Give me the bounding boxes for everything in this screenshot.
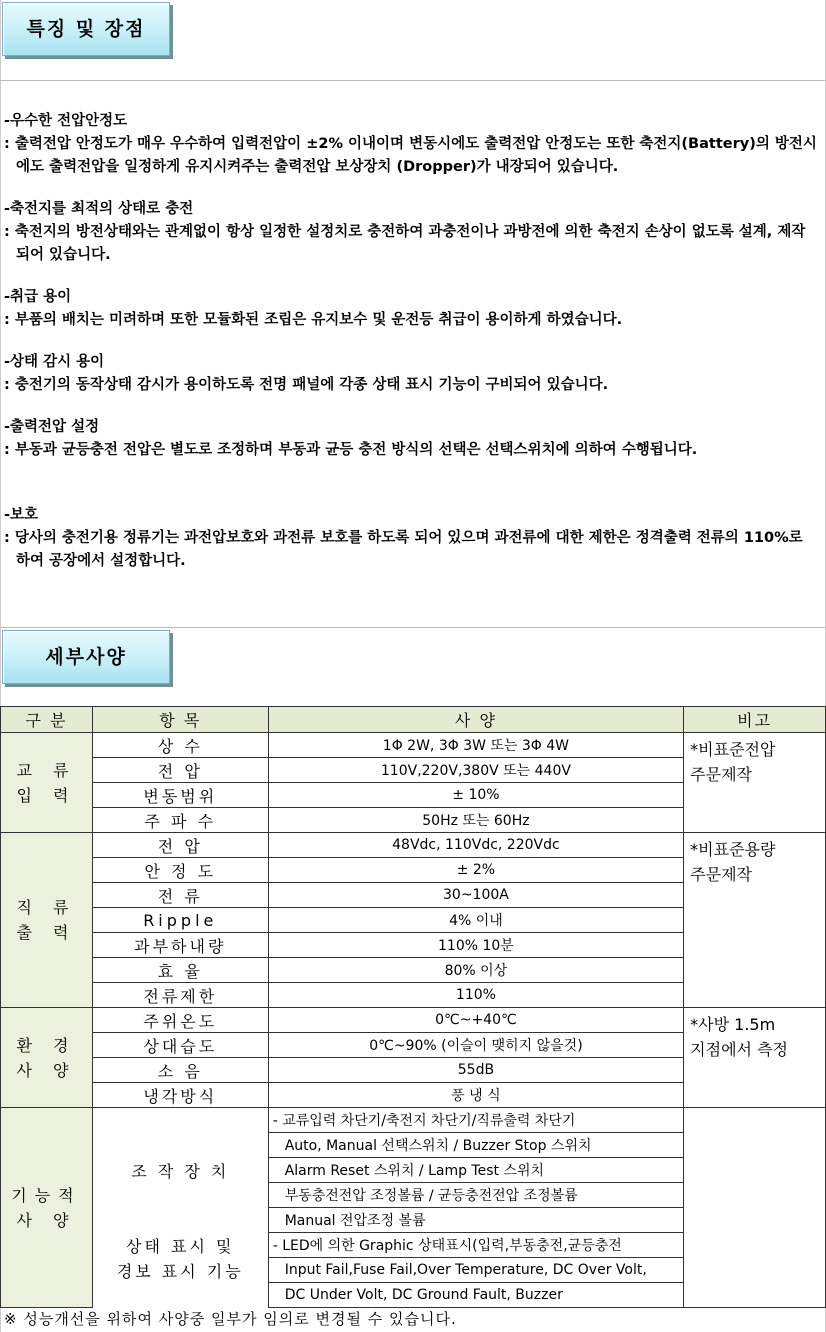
feature-heading: -상태 감시 용이 (4, 354, 105, 370)
spec-value: ± 10% (268, 783, 683, 808)
spec-item: 상대습도 (92, 1033, 268, 1058)
spec-value: - LED에 의한 Graphic 상태표시(입력,부동충전,균등충전 (268, 1233, 683, 1258)
spec-item: 주 파 수 (92, 808, 268, 833)
feature-body: : 축전지의 방전상태와는 관계없이 항상 일정한 설정치로 충전하여 과충전이나 과방전에 의한 축전지 손상이 없도록 설계, 제작되어 있습니다. (4, 224, 806, 263)
header-item: 항 목 (92, 707, 268, 733)
group-name: 교 류 입 력 (1, 733, 93, 833)
spec-value: 110V,220V,380V 또는 440V (268, 758, 683, 783)
feature-item (4, 198, 818, 286)
table-header-row (1, 707, 826, 733)
spec-item: 소 음 (92, 1058, 268, 1083)
features-section-title: 특징 및 장점 (2, 2, 170, 56)
spec-value: 80% 이상 (268, 958, 683, 983)
table-row (1, 1108, 826, 1133)
spec-item: 상태 표시 및 (92, 1233, 268, 1258)
table-row (1, 1008, 826, 1033)
feature-body: : 출력전압 안정도가 매우 우수하여 입력전압이 ±2% 이내이며 변동시에도 출력전압 안정도는 또한 축전지(Battery)의 방전시에도 출력전압을 일정하게 유지시켜주는 출력전압 보상장치 (Dropper)가 내장되어 있습니다. (4, 136, 817, 175)
group-name: 환 경 사 양 (1, 1008, 93, 1108)
features-list (4, 110, 818, 573)
spec-item: 조 작 장 치 (92, 1158, 268, 1183)
spec-item (92, 1208, 268, 1233)
spec-item: 효 율 (92, 958, 268, 983)
spec-item: 경보 표시 기능 (92, 1258, 268, 1283)
table-row (1, 833, 826, 858)
spec-value: 4% 이내 (268, 908, 683, 933)
spec-item: 전 압 (92, 833, 268, 858)
divider (0, 80, 826, 81)
feature-item (4, 504, 818, 573)
group-name: 직 류 출 력 (1, 833, 93, 1008)
spec-value: 110% (268, 983, 683, 1008)
spec-item: 전류제한 (92, 983, 268, 1008)
table-row (1, 733, 826, 758)
spec-item: 냉각방식 (92, 1083, 268, 1108)
footer-note: ※ 성능개선을 위하여 사양중 일부가 임의로 변경될 수 있습니다. (4, 1310, 457, 1328)
spec-item (92, 1183, 268, 1208)
spec-note: *사방 1.5m 지점에서 측정 (684, 1008, 826, 1108)
spec-table (0, 706, 826, 1308)
header-spec: 사 양 (268, 707, 683, 733)
spec-value: Auto, Manual 선택스위치 / Buzzer Stop 스위치 (268, 1133, 683, 1158)
spec-value: DC Under Volt, DC Ground Fault, Buzzer (268, 1283, 683, 1308)
feature-body: : 부동과 균등충전 전압은 별도로 조정하며 부동과 균등 충전 방식의 선택은 선택스위치에 의하여 수행됩니다. (4, 442, 698, 458)
feature-heading: -출력전압 설정 (4, 419, 100, 435)
header-note: 비고 (684, 707, 826, 733)
feature-heading: -보호 (4, 507, 39, 523)
spec-note (684, 1108, 826, 1308)
feature-heading: -취급 용이 (4, 289, 72, 305)
spec-note: *비표준용량 주문제작 (684, 833, 826, 1008)
spec-item: 전 압 (92, 758, 268, 783)
spec-value: 부동충전전압 조정볼륨 / 균등충전전압 조정볼륨 (268, 1183, 683, 1208)
divider (0, 627, 826, 628)
spec-note: *비표준전압 주문제작 (684, 733, 826, 833)
spec-value: 30~100A (268, 883, 683, 908)
spec-value: Manual 전압조정 볼륨 (268, 1208, 683, 1233)
spec-item: Ripple (92, 908, 268, 933)
spec-value: 0℃~+40℃ (268, 1008, 683, 1033)
spec-value: - 교류입력 차단기/축전지 차단기/직류출력 차단기 (268, 1108, 683, 1133)
spec-item: 과부하내량 (92, 933, 268, 958)
spec-value: 50Hz 또는 60Hz (268, 808, 683, 833)
feature-item (4, 110, 818, 198)
spec-item: 안 정 도 (92, 858, 268, 883)
spec-value: 풍 냉 식 (268, 1083, 683, 1108)
spec-item (92, 1108, 268, 1133)
spec-value: Alarm Reset 스위치 / Lamp Test 스위치 (268, 1158, 683, 1183)
feature-item (4, 416, 818, 504)
spec-value: 0℃~90% (이슬이 맺히지 않을것) (268, 1033, 683, 1058)
spec-item: 변동범위 (92, 783, 268, 808)
spec-item (92, 1133, 268, 1158)
feature-item (4, 286, 818, 351)
spec-item: 전 류 (92, 883, 268, 908)
spec-value: 55dB (268, 1058, 683, 1083)
spec-value: 110% 10분 (268, 933, 683, 958)
spec-value: 1Φ 2W, 3Φ 3W 또는 3Φ 4W (268, 733, 683, 758)
spec-value: 48Vdc, 110Vdc, 220Vdc (268, 833, 683, 858)
specs-section-title: 세부사양 (2, 630, 170, 684)
feature-body: : 당사의 충전기용 정류기는 과전압보호와 과전류 보호를 하도록 되어 있으며 과전류에 대한 제한은 정격출력 전류의 110%로 하여 공장에서 설정합니다. (4, 530, 803, 569)
feature-heading: -축전지를 최적의 상태로 충전 (4, 201, 194, 217)
spec-value: Input Fail,Fuse Fail,Over Temperature, DC Over Volt, (268, 1258, 683, 1283)
feature-item (4, 351, 818, 416)
feature-body: : 부품의 배치는 미려하며 또한 모듈화된 조립은 유지보수 및 운전등 취급이 용이하게 하였습니다. (4, 312, 623, 328)
feature-body: : 충전기의 동작상태 감시가 용이하도록 전명 패널에 각종 상태 표시 기능이 구비되어 있습니다. (4, 377, 609, 393)
feature-heading: -우수한 전압안정도 (4, 113, 128, 129)
header-category: 구 분 (1, 707, 93, 733)
spec-item: 상 수 (92, 733, 268, 758)
group-name: 기능적 사 양 (1, 1108, 93, 1308)
spec-value: ± 2% (268, 858, 683, 883)
spec-item: 주위온도 (92, 1008, 268, 1033)
spec-item (92, 1283, 268, 1308)
